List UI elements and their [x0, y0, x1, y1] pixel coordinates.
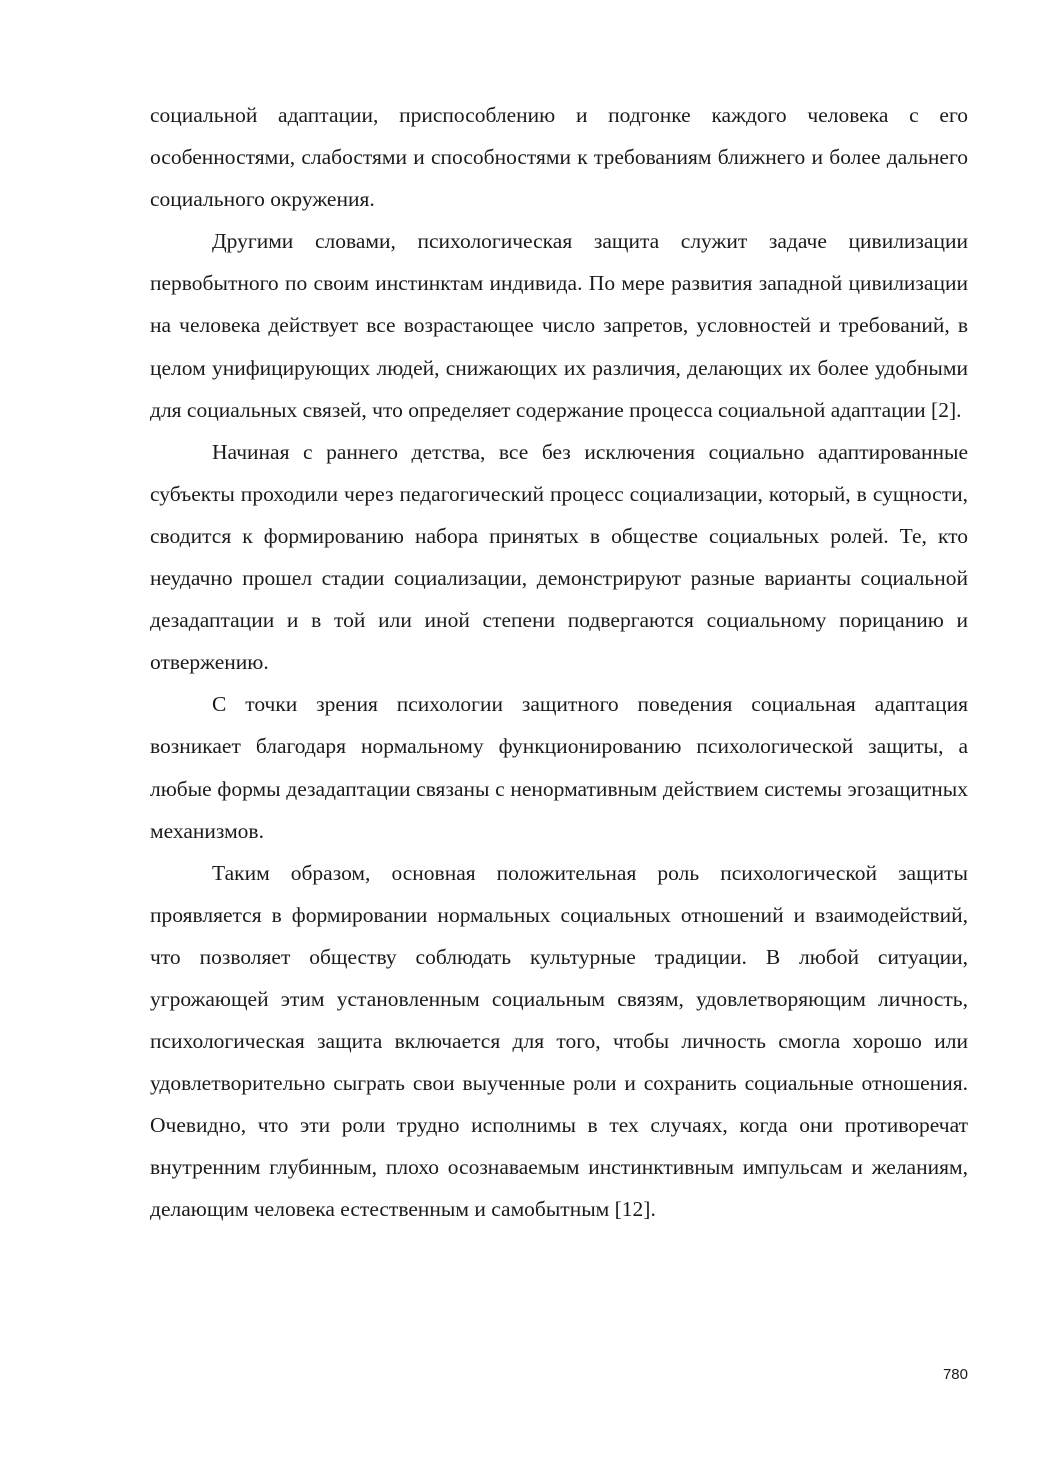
paragraph: Таким образом, основная положительная роль психологической защиты проявляется в формировании нормальных социальных отношений и взаимодействий, что позволяет обществу соблюдать культурные традиции. В любой ситуации, угрожающей этим установленным социальным связям, удовлетворяющим личность, психологическая защита включается для того, чтобы личность смогла хорошо или удовлетворительно сыграть свои выученные роли и сохранить социальные отношения. Очевидно, что эти роли трудно исполнимы в тех случаях, когда они противоречат внутренним глубинным, плохо осознаваемым инстинктивным импульсам и желаниям, делающим человека естественным и самобытным [12].: [150, 860, 968, 1222]
paragraph: С точки зрения психологии защитного поведения социальная адаптация возникает благодаря нормальному функционированию психологической защиты, а любые формы дезадаптации связаны с ненормативным действием системы эгозащитных механизмов.: [150, 692, 968, 843]
page-number: 780: [942, 1366, 968, 1383]
paragraph-continuation: социальной адаптации, приспособлению и подгонке каждого человека с его особенностями, слабостями и способностями к требованиям ближнего и более дальнего социального окружения.: [150, 103, 968, 212]
paragraph: Начиная с раннего детства, все без исключения социально адаптированные субъекты проходили через педагогический процесс социализации, который, в сущности, сводится к формированию набора принятых в обществе социальных ролей. Те, кто неудачно прошел стадии социализации, демонстрируют разные варианты социальной дезадаптации и в той или иной степени подвергаются социальному порицанию и отвержению.: [150, 439, 968, 675]
paragraph: Другими словами, психологическая защита служит задаче цивилизации первобытного по своим инстинктам индивида. По мере развития западной цивилизации на человека действует все возрастающее число запретов, условностей и требований, в целом унифицирующих людей, снижающих их различия, делающих их более удобными для социальных связей, что определяет содержание процесса социальной адаптации [2].: [150, 229, 968, 422]
page-body: [150, 94, 968, 1231]
